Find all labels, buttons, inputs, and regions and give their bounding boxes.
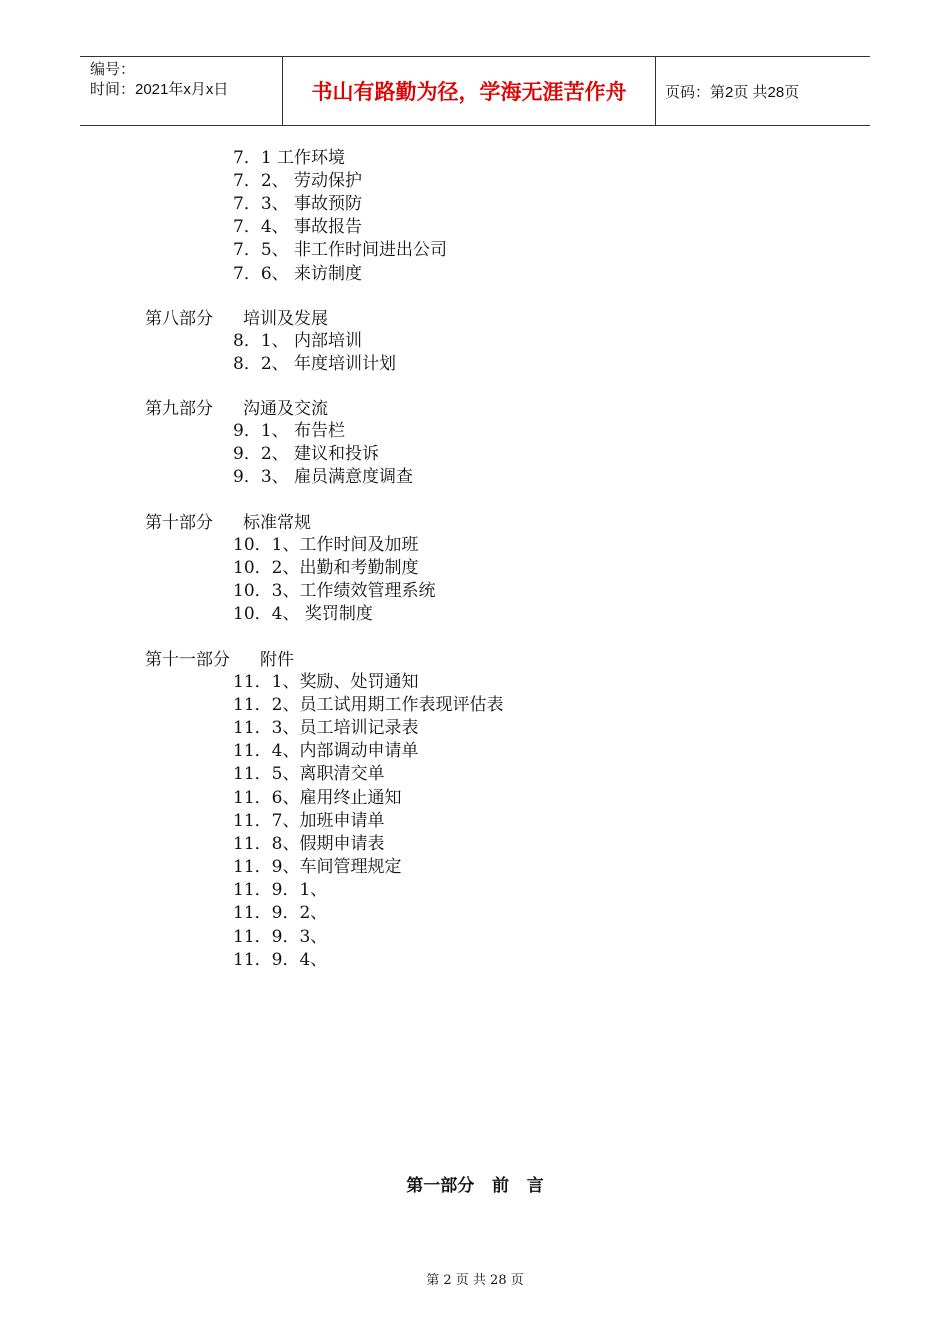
toc-section-10 bbox=[145, 512, 311, 534]
toc-item: 9．3、 雇员满意度调查 bbox=[233, 467, 414, 487]
toc-item: 11．9．3、 bbox=[233, 927, 328, 947]
document-number-label: 编号： bbox=[90, 61, 136, 78]
toc-item: 7．2、 劳动保护 bbox=[233, 171, 363, 191]
toc-item: 9．2、 建议和投诉 bbox=[233, 444, 380, 464]
toc-item: 11．9．4、 bbox=[233, 950, 328, 970]
toc-item: 7．5、 非工作时间进出公司 bbox=[233, 240, 448, 260]
part-title: 第一部分 前 言 bbox=[406, 1176, 544, 1196]
toc-item: 10．1、工作时间及加班 bbox=[233, 535, 419, 555]
header-motto: 书山有路勤为径，学海无涯苦作舟 bbox=[311, 80, 627, 104]
toc-item: 11．3、员工培训记录表 bbox=[233, 718, 419, 738]
toc-item: 7．4、 事故报告 bbox=[233, 217, 363, 237]
section-title: 沟通及交流 bbox=[243, 399, 328, 419]
toc-item: 11．9．2、 bbox=[233, 903, 328, 923]
toc-item: 11．1、奖励、处罚通知 bbox=[233, 672, 419, 692]
document-time-label: 时间：2021年x月x日 bbox=[90, 81, 229, 98]
toc-section-11 bbox=[145, 649, 294, 671]
section-title: 培训及发展 bbox=[243, 309, 328, 329]
toc-item: 7．6、 来访制度 bbox=[233, 264, 363, 284]
section-title: 标准常规 bbox=[243, 513, 311, 533]
page-footer: 第 2 页 共 28 页 bbox=[426, 1273, 524, 1288]
section-label: 第十一部分 bbox=[145, 650, 230, 670]
header-page-info: 页码：第2页 共28页 bbox=[665, 83, 800, 101]
toc-item: 8．2、 年度培训计划 bbox=[233, 354, 397, 374]
toc-item: 11．6、雇用终止通知 bbox=[233, 788, 402, 808]
section-title: 附件 bbox=[260, 650, 294, 670]
toc-item: 8．1、 内部培训 bbox=[233, 331, 363, 351]
section-label: 第八部分 bbox=[145, 309, 213, 329]
toc-item: 7．3、 事故预防 bbox=[233, 194, 363, 214]
toc-item: 10．2、出勤和考勤制度 bbox=[233, 558, 419, 578]
section-label: 第十部分 bbox=[145, 513, 213, 533]
toc-item: 11．9．1、 bbox=[233, 880, 328, 900]
toc-item: 11．9、车间管理规定 bbox=[233, 857, 402, 877]
toc-item: 10．4、 奖罚制度 bbox=[233, 604, 373, 624]
toc-item: 11．2、员工试用期工作表现评估表 bbox=[233, 695, 504, 715]
toc-section-9 bbox=[145, 398, 328, 420]
toc-item: 11．7、加班申请单 bbox=[233, 811, 385, 831]
toc-item: 11．5、离职清交单 bbox=[233, 764, 385, 784]
toc-item: 11．8、假期申请表 bbox=[233, 834, 385, 854]
toc-section-8 bbox=[145, 308, 328, 330]
toc-item: 9．1、 布告栏 bbox=[233, 421, 346, 441]
toc-item: 11．4、内部调动申请单 bbox=[233, 741, 419, 761]
toc-item: 7．1 工作环境 bbox=[233, 148, 346, 168]
section-label: 第九部分 bbox=[145, 399, 213, 419]
toc-item: 10．3、工作绩效管理系统 bbox=[233, 581, 436, 601]
